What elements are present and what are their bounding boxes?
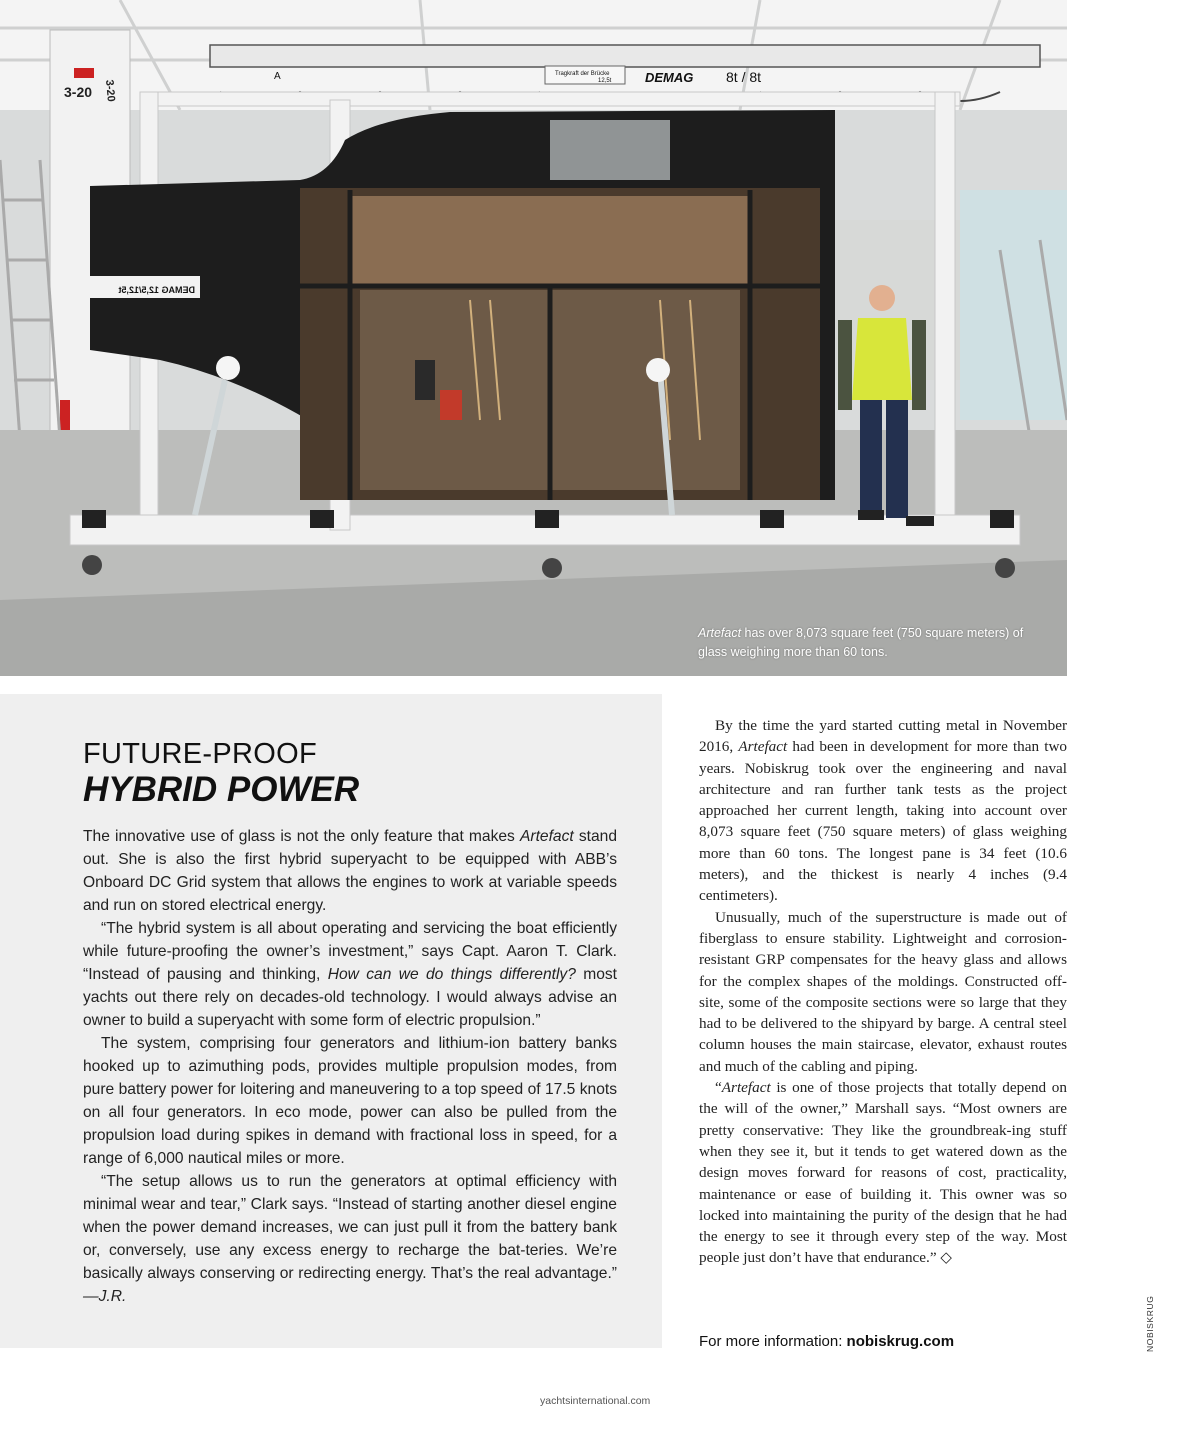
main-p3-text: is one of those projects that totally depend on the will of the owner,” Marshall says. “Most owners are pretty conservative: They like the groundbreak-ing stuff when they see it, but it tends to get watered down as the design moves forward for reasons of cost, practicality, maintenance or ease of building it. This owner was so locked into maintaining the purity of the design that he had the energy to see it through every step of the way. Most people just don’t have that endurance.” — [699, 1079, 1067, 1267]
sidebar-signature: —J.R. — [83, 1288, 127, 1305]
crane-plate-value: 12,5t — [598, 78, 612, 84]
crane-brand-mirrored: DEMAG 12,5/12,5t — [118, 285, 195, 295]
crane-plate-label: Tragkraft der Brücke — [555, 71, 610, 77]
sidebar-p1-text-c: stand out. She is also the first hybrid superyacht to be equipped with ABB’s Onboard DC Grid system that allows the engines to work at variable speeds and run on stored electrical energy. — [83, 828, 618, 914]
main-p1-italic: Artefact — [738, 738, 788, 756]
more-info-link[interactable]: nobiskrug.com — [846, 1333, 955, 1350]
sidebar-headline: HYBRID POWER — [83, 770, 360, 809]
sidebar-paragraph-1 — [83, 825, 617, 917]
factory-scene-illustration — [0, 0, 1067, 676]
main-paragraph-2: Unusually, much of the superstructure is made out of fiberglass to ensure stability. Lightweight and corrosion-resistant GRP compensates for the heavy glass and allows for the complex shapes of the moldings. Constructed off-site, some of the composite sections were so large that they had to be delivered to the shipyard by barge. A central steel column houses the main staircase, elevator, exhaust routes and much of the cabling and piping. — [699, 908, 1067, 1075]
sidebar-paragraph-4 — [83, 1170, 617, 1308]
main-column — [699, 715, 1067, 1269]
caption-text: has over 8,073 square feet (750 square meters) of glass weighing more than 60 tons. — [698, 626, 1024, 659]
more-info-line — [699, 1333, 954, 1350]
sidebar-p2-text-a: “The hybrid system is all about operating and servicing the boat efficiently while future-proofing the owner’s investment,” says Capt. Aaron T. Clark. “Instead of pausing and thinking, — [83, 920, 617, 983]
photo-caption — [698, 624, 1038, 662]
main-paragraph-3 — [699, 1077, 1067, 1269]
sidebar-paragraph-3: The system, comprising four generators and lithium-ion battery banks hooked up to azimuthing pods, provides multiple propulsion modes, from pure battery power for loitering and maneuvering to a top speed of 17.5 knots on all four generators. In eco mode, power can also be pulled from the propulsion load during spikes in demand with fractional loss in speed, for a range of 6,000 nautical miles or more. — [83, 1035, 617, 1167]
main-p1-text-c: had been in development for more than two years. Nobiskrug took over the engineering and naval architecture and ran further tank tests as the project approached her current length, taking into account over 8,073 square feet (750 square meters) of glass weighing more than 60 tons. The longest pane is 34 feet (10.6 meters), and the thickest is nearly 4 inches (9.4 centimeters). — [699, 738, 1068, 905]
sidebar-p1-italic: Artefact — [519, 828, 574, 845]
sidebar-p4-text: “The setup allows us to run the generators at optimal efficiency with minimal wear and tear,” Clark says. “Instead of starting another diesel engine when the power demand increases, we can just pull it from the battery bank or, conversely, use any excess energy to recharge the bat-teries. We’re basically always conserving or redirecting energy. That’s the real advantage.” — [83, 1173, 617, 1282]
main-p3-open-quote: “ — [715, 1079, 722, 1097]
sidebar-paragraph-2 — [83, 917, 617, 1032]
caption-title: Artefact — [698, 626, 742, 640]
hero-photo — [0, 0, 1067, 676]
sidebar-body — [83, 825, 617, 1308]
sidebar-p2-italic: How can we do things differently? — [327, 966, 576, 983]
main-p1-text-a: By the time the yard started cutting metal in November 2016, — [699, 717, 1067, 756]
end-mark-icon: ◇ — [940, 1249, 953, 1267]
main-paragraph-1 — [699, 715, 1067, 907]
more-info-label: For more information: — [699, 1333, 847, 1350]
footer-url: yachtsinternational.com — [540, 1395, 651, 1407]
main-p3-italic: Artefact — [721, 1079, 771, 1097]
room-sign: 3-20 — [64, 84, 93, 100]
photo-credit: NOBISKRUG — [1145, 1295, 1155, 1352]
sidebar-p1-text-a: The innovative use of glass is not the only feature that makes — [83, 828, 520, 845]
crane-brand: DEMAG — [645, 70, 694, 85]
crane-beam-label: A — [274, 71, 281, 82]
sidebar-p2-text-c: most yachts out there rely on decades-old technology. I would always advise an owner to build a superyacht with some form of electric propulsion.” — [83, 966, 618, 1029]
sidebar-kicker: FUTURE-PROOF — [83, 738, 317, 770]
crane-capacity: 8t / 8t — [726, 69, 762, 85]
room-sign-side: 3-20 — [103, 79, 117, 103]
